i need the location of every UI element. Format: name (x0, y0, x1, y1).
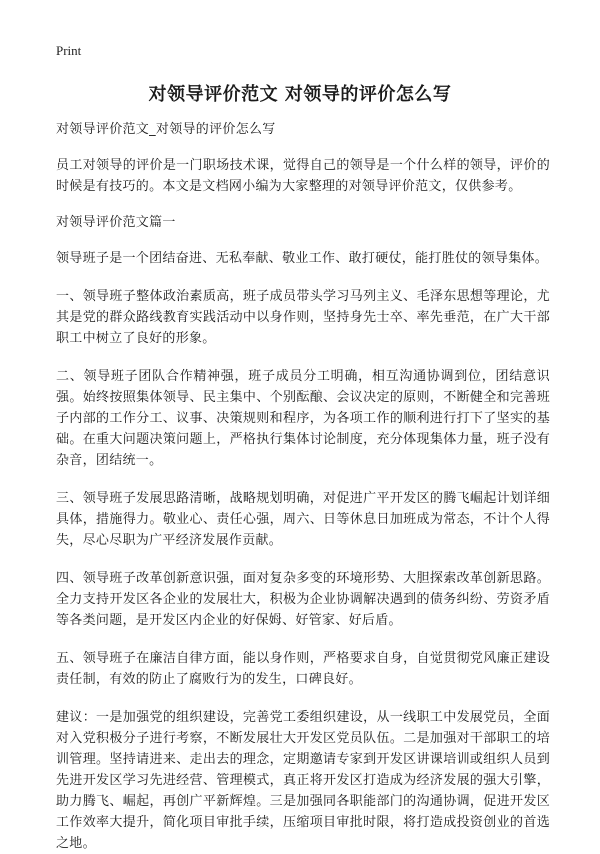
body-paragraph: 一、领导班子整体政治素质高，班子成员带头学习马列主义、毛泽东思想等理论，尤其是党的群众路线教育实践活动中以身作则，坚持身先士卒、率先垂范，在广大干部职工中树立了良好的形象。 (56, 289, 550, 346)
body-paragraph: 二、领导班子团队合作精神强，班子成员分工明确，相互沟通协调到位，团结意识强。始终按照集体领导、民主集中、个别酝酿、会议决定的原则，不断健全和完善班子内部的工作分工、议事、决策规则和程序，为各项工作的顺利进行打下了坚实的基础。在重大问题决策问题上，严格执行集体讨论制度，充分体现集体力量，班子没有杂音，团结统一。 (56, 369, 550, 468)
document-body (56, 119, 550, 854)
intro-paragraph: 员工对领导的评价是一门职场技术课，觉得自己的领导是一个什么样的领导，评价的时候是有技巧的。本文是文档网小编为大家整理的对领导评价范文，仅供参考。 (56, 158, 550, 194)
body-paragraph: 四、领导班子改革创新意识强，面对复杂多变的环境形势、大胆探索改革创新思路。全力支持开发区各企业的发展壮大，积极为企业协调解决遇到的债务纠纷、劳资矛盾等各类问题，是开发区内企业的好保姆、好管家、好后盾。 (56, 571, 550, 628)
document-subtitle: 对领导评价范文_对领导的评价怎么写 (56, 122, 276, 137)
print-link[interactable]: Print (56, 43, 82, 58)
document-title: 对领导评价范文 对领导的评价怎么写 (148, 84, 452, 105)
body-paragraph: 五、领导班子在廉洁自律方面，能以身作则，严格要求自身，自觉贯彻党风廉正建设责任制，有效的防止了腐败行为的发生，口碑良好。 (56, 651, 550, 687)
section-heading: 对领导评价范文篇一 (56, 215, 176, 230)
suggestion-paragraph: 建议：一是加强党的组织建设，完善党工委组织建设，从一线职工中发展党员，全面对入党积极分子进行考察，不断发展壮大开发区党员队伍。二是加强对干部职工的培训管理。坚持请进来、走出去的理念，定期邀请专家到开发区讲课培训或组织人员到先进开发区学习先进经营、管理模式，真正将开发区打造成为经济发展的强大引擎，助力腾飞、崛起，再创广平新辉煌。三是加强同各职能部门的沟通协调，促进开发区工作效率大提升，简化项目审批手续，压缩项目审批时限，将打造成投资创业的首选之地。 (56, 710, 550, 851)
body-paragraph: 三、领导班子发展思路清晰，战略规划明确，对促进广平开发区的腾飞崛起计划详细具体，措施得力。敬业心、责任心强，周六、日等休息日加班成为常态，不计个人得失，尽心尽职为广平经济发展作贡献。 (56, 491, 550, 548)
body-paragraph: 领导班子是一个团结奋进、无私奉献、敬业工作、敢打硬仗，能打胜仗的领导集体。 (56, 251, 549, 266)
